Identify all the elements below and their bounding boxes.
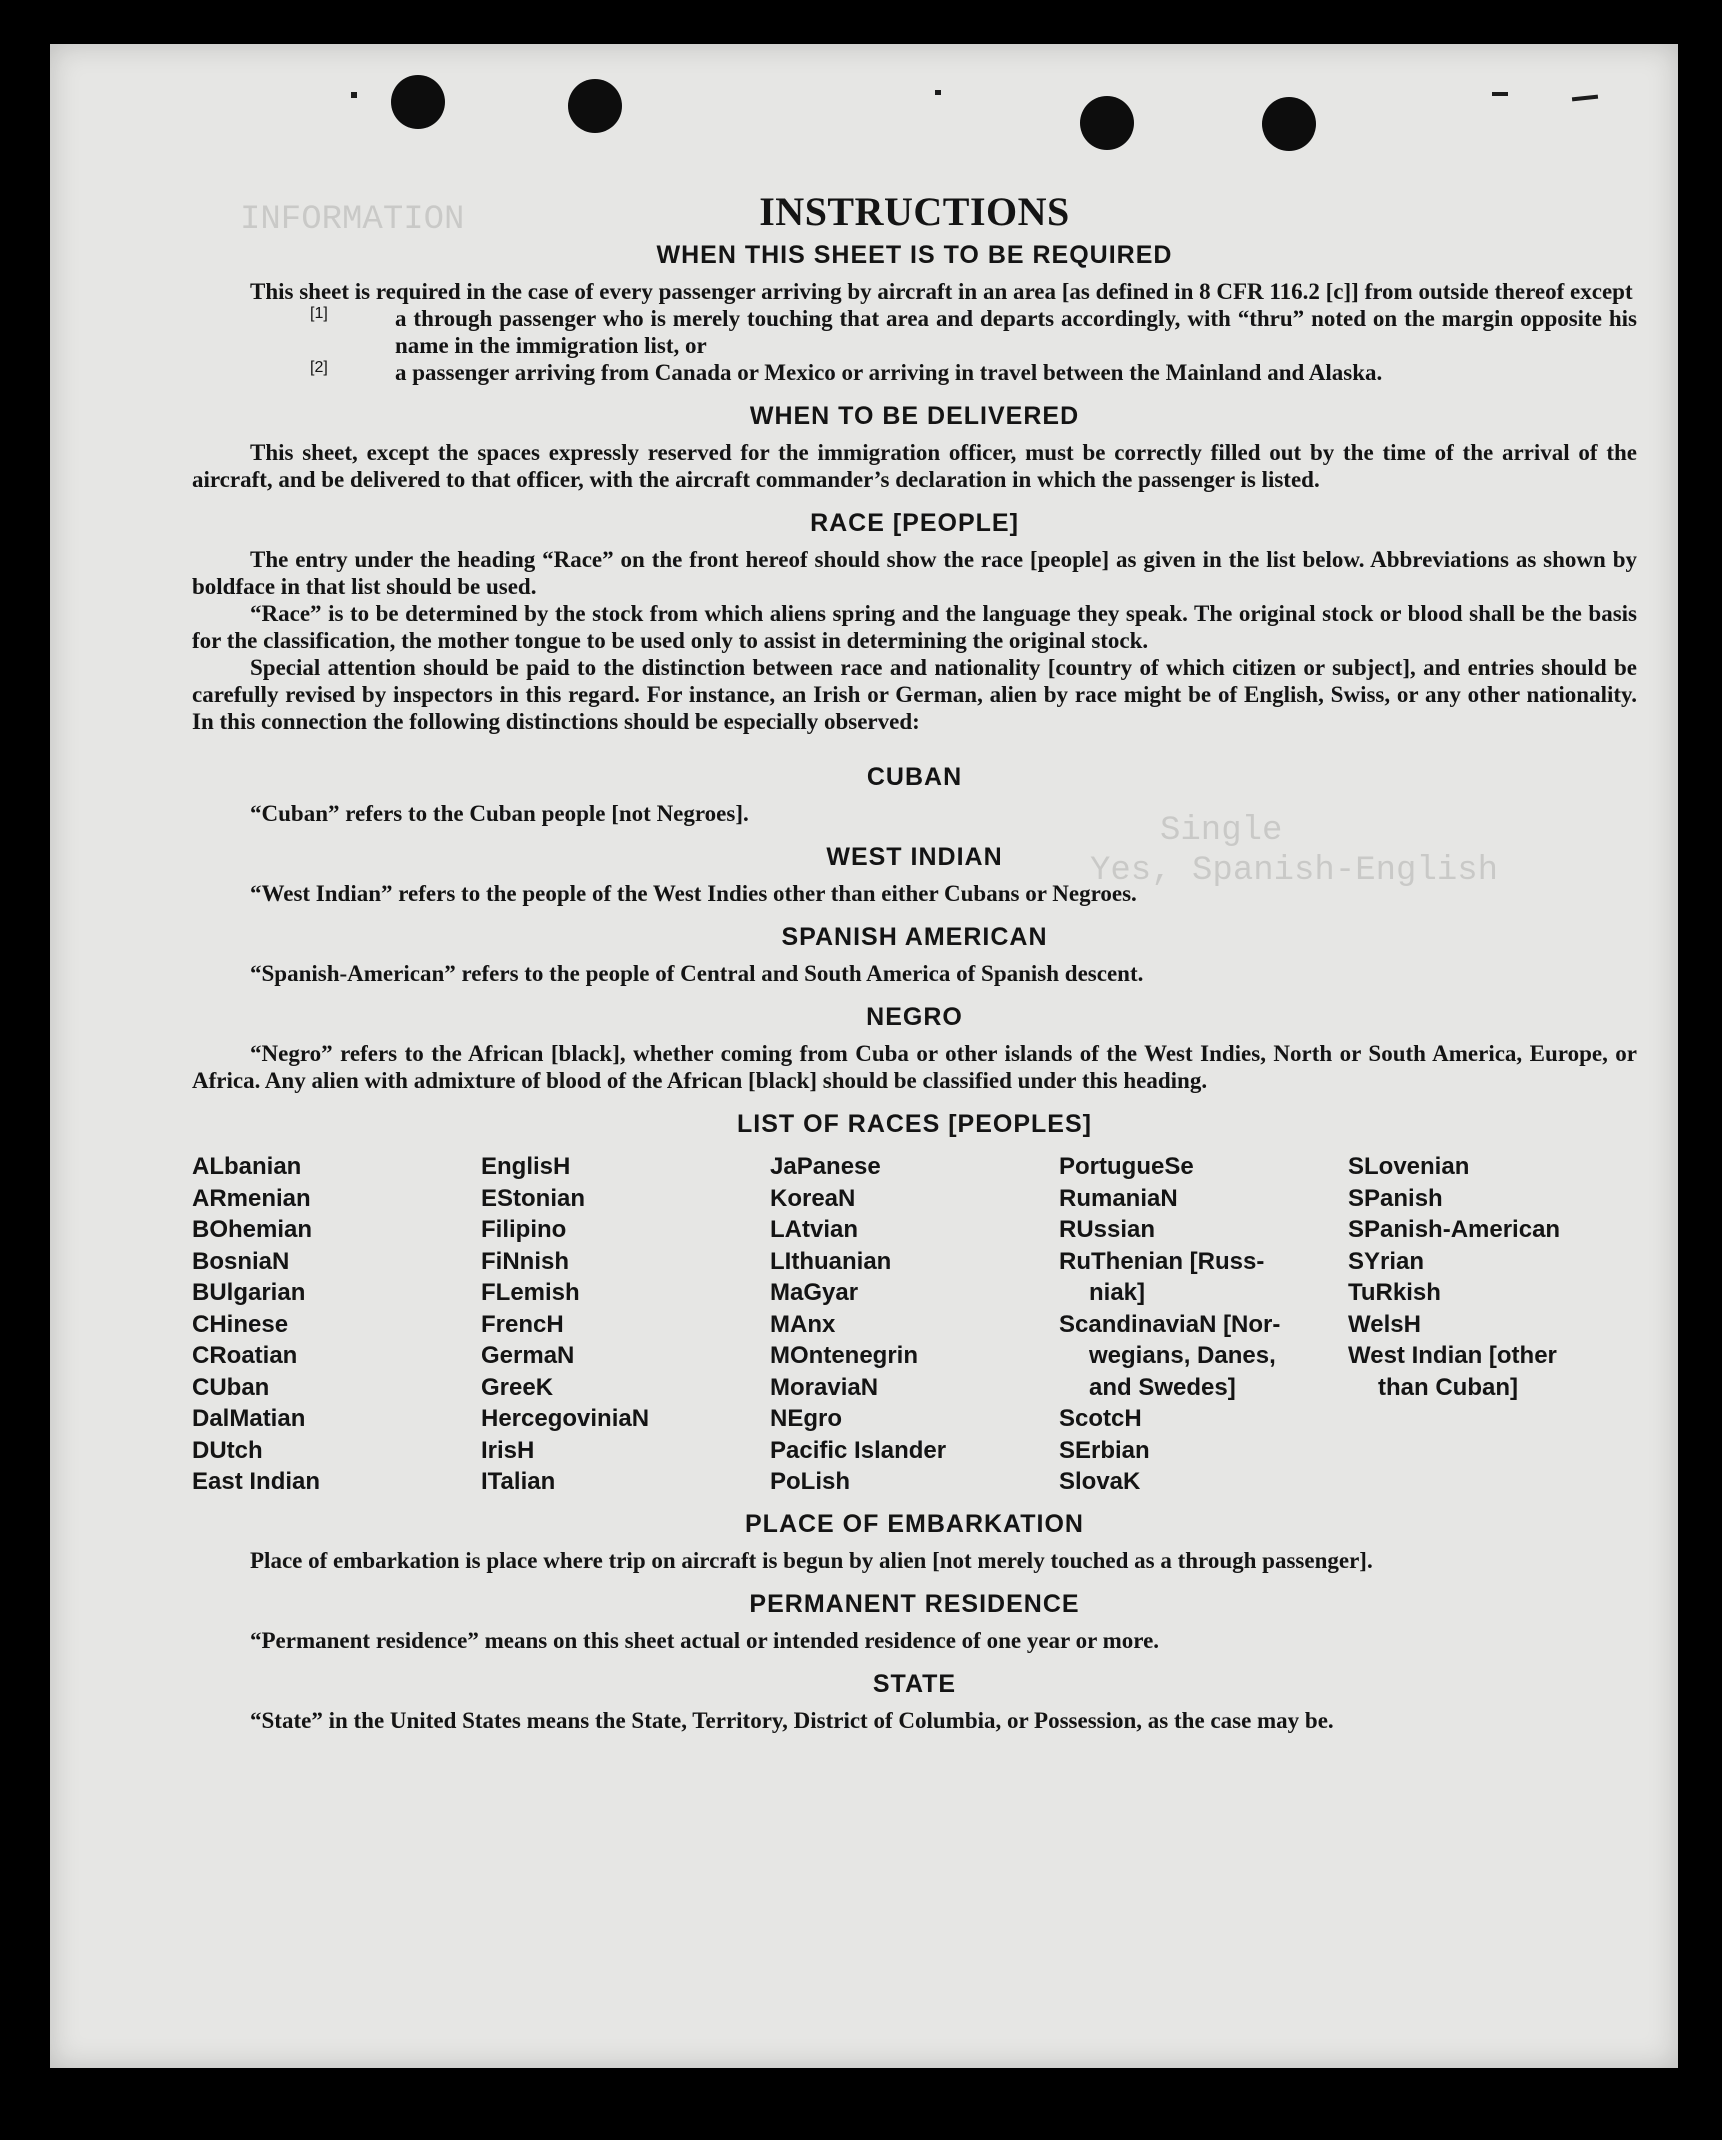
race-entry: SErbian (1059, 1436, 1150, 1464)
race-entry: MoraviaN (770, 1373, 879, 1401)
races-column (1059, 1151, 1348, 1498)
page-title: INSTRUCTIONS (759, 189, 1070, 234)
race-entry: West Indian [other (1348, 1342, 1557, 1369)
paragraph: “Race” is to be determined by the stock from which aliens spring and the language they speak. The original stock or blood shall be the basis for the classification, the mother tongue to be used only to assist in determining the original stock. (192, 601, 1637, 653)
race-entry: RuThenian [Russ- (1059, 1247, 1265, 1275)
race-entry: Filipino (481, 1216, 567, 1243)
section-heading-spanish-american: SPANISH AMERICAN (781, 923, 1048, 951)
race-entry: SPanish-American (1348, 1216, 1561, 1243)
race-entry: than Cuban] (1378, 1373, 1518, 1401)
punch-hole (568, 79, 622, 133)
show-through-text: INFORMATION (240, 201, 465, 239)
race-entry: BUlgarian (192, 1279, 306, 1306)
paragraph: “Cuban” refers to the Cuban people [not Negroes]. (250, 801, 749, 826)
section-heading-list-of-races: LIST OF RACES [PEOPLES] (737, 1110, 1092, 1138)
section-heading-when-required: WHEN THIS SHEET IS TO BE REQUIRED (656, 241, 1173, 269)
section-heading-when-delivered: WHEN TO BE DELIVERED (749, 402, 1080, 430)
race-entry: NEgro (770, 1405, 842, 1432)
paragraph: This sheet is required in the case of every passenger arriving by aircraft in an area [as defined in 8 CFR 116.2 [c]] from outside thereof except (250, 279, 1633, 304)
race-entry: TuRkish (1348, 1279, 1441, 1306)
race-entry: CHinese (192, 1310, 289, 1338)
punch-hole (391, 75, 445, 129)
race-entry: IrisH (481, 1436, 535, 1464)
race-entry: RumaniaN (1059, 1184, 1178, 1212)
race-entry: East Indian (192, 1468, 321, 1495)
race-entry: WelsH (1348, 1310, 1421, 1338)
race-entry: ITalian (481, 1468, 556, 1495)
race-entry: EnglisH (481, 1153, 571, 1180)
race-entry: FrencH (481, 1310, 564, 1338)
race-entry: MaGyar (770, 1279, 859, 1306)
paragraph: “State” in the United States means the State, Territory, District of Columbia, or Possession, as the case may be. (250, 1707, 1334, 1733)
race-entry: Pacific Islander (770, 1436, 947, 1464)
section-heading-west-indian: WEST INDIAN (826, 843, 1003, 871)
paragraph: Special attention should be paid to the distinction between race and nationality [country of which citizen or subject], and entries should be carefully revised by inspectors in this regard. For instance, an Irish or German, alien by race might be of English, Swiss, or any other nationality. In this connection the following distinctions should be especially observed: (192, 655, 1637, 734)
list-item (192, 305, 1637, 359)
race-entry: GreeK (481, 1373, 554, 1401)
races-list (192, 1151, 1637, 1498)
race-entry: SlovaK (1059, 1468, 1141, 1495)
document-sheet (50, 44, 1678, 2068)
races-column (770, 1151, 1059, 1498)
scan-speck (1492, 92, 1508, 96)
race-entry: FLemish (481, 1279, 580, 1306)
race-entry: ALbanian (192, 1153, 302, 1180)
race-entry: GermaN (481, 1342, 575, 1369)
race-entry: ScandinaviaN [Nor- (1059, 1310, 1281, 1338)
show-through-text: Single (1160, 812, 1283, 850)
race-entry: BosniaN (192, 1247, 290, 1275)
paragraph: This sheet, except the spaces expressly reserved for the immigration officer, must be correctly filled out by the time of the arrival of the aircraft, and be delivered to that officer, with the aircraft commander’s declaration in which the passenger is listed. (192, 440, 1637, 492)
race-entry: PoLish (770, 1468, 851, 1495)
section-heading-permanent-residence: PERMANENT RESIDENCE (749, 1589, 1080, 1618)
race-entry: niak] (1089, 1279, 1146, 1306)
list-item (192, 359, 1637, 386)
list-item-number: [1] (310, 305, 328, 322)
race-entry: DUtch (192, 1436, 263, 1464)
section-heading-state: STATE (872, 1669, 957, 1698)
race-entry: CRoatian (192, 1342, 298, 1369)
section-heading-race: RACE [PEOPLE] (810, 509, 1019, 537)
race-entry: EStonian (481, 1184, 586, 1212)
section-heading-negro: NEGRO (866, 1003, 963, 1031)
instructions-content (192, 189, 1637, 1734)
punch-hole (1080, 96, 1134, 150)
paragraph: “Negro” refers to the African [black], whether coming from Cuba or other islands of the West Indies, North or South America, Europe, or Africa. Any alien with admixture of blood of the African [black] should be classified under this heading. (192, 1041, 1637, 1093)
list-item-text: a through passenger who is merely touching that area and departs accordingly, with “thru” noted on the margin opposite his name in the immigration list, or (395, 306, 1637, 358)
paragraph: “Spanish-American” refers to the people of Central and South America of Spanish descent. (250, 961, 1144, 986)
show-through-text: Yes, Spanish-English (1090, 852, 1499, 890)
paragraph: The entry under the heading “Race” on the front hereof should show the race [people] as given in the list below. Abbreviations as shown by boldface in that list should be used. (192, 547, 1637, 599)
race-entry: JaPanese (770, 1153, 881, 1180)
paragraph: “West Indian” refers to the people of the West Indies other than either Cubans or Negroes. (250, 881, 1137, 906)
race-entry: CUban (192, 1373, 270, 1401)
race-entry: SLovenian (1348, 1153, 1470, 1180)
race-entry: ARmenian (192, 1184, 311, 1212)
race-entry: and Swedes] (1089, 1373, 1236, 1401)
race-entry: SPanish (1348, 1184, 1443, 1212)
race-entry: LAtvian (770, 1216, 859, 1243)
paragraph: Place of embarkation is place where trip on aircraft is begun by alien [not merely touched as a through passenger]. (250, 1547, 1373, 1573)
race-entry: KoreaN (770, 1184, 856, 1212)
race-entry: LIthuanian (770, 1247, 892, 1275)
races-column (1348, 1151, 1637, 1498)
races-column (481, 1151, 770, 1498)
race-entry: BOhemian (192, 1216, 313, 1243)
race-entry: RUssian (1059, 1216, 1156, 1243)
race-entry: DalMatian (192, 1405, 306, 1432)
races-column (192, 1151, 481, 1498)
race-entry: HercegoviniaN (481, 1405, 650, 1432)
race-entry: FiNnish (481, 1247, 569, 1275)
paragraph: “Permanent residence” means on this sheet actual or intended residence of one year or more. (250, 1627, 1160, 1653)
scan-speck (935, 90, 941, 95)
race-entry: MOntenegrin (770, 1342, 918, 1369)
punch-hole (1262, 97, 1316, 151)
scan-speck (351, 92, 357, 98)
race-entry: ScotcH (1059, 1405, 1142, 1432)
race-entry: PortugueSe (1059, 1153, 1194, 1180)
section-heading-cuban: CUBAN (866, 763, 963, 791)
list-item-number: [2] (310, 359, 328, 376)
race-entry: MAnx (770, 1310, 836, 1338)
scan-speck (1572, 95, 1598, 102)
race-entry: SYrian (1348, 1247, 1425, 1275)
race-entry: wegians, Danes, (1089, 1342, 1276, 1369)
list-item-text: a passenger arriving from Canada or Mexico or arriving in travel between the Mainland and Alaska. (395, 360, 1383, 385)
section-heading-place-of-embarkation: PLACE OF EMBARKATION (745, 1509, 1084, 1538)
